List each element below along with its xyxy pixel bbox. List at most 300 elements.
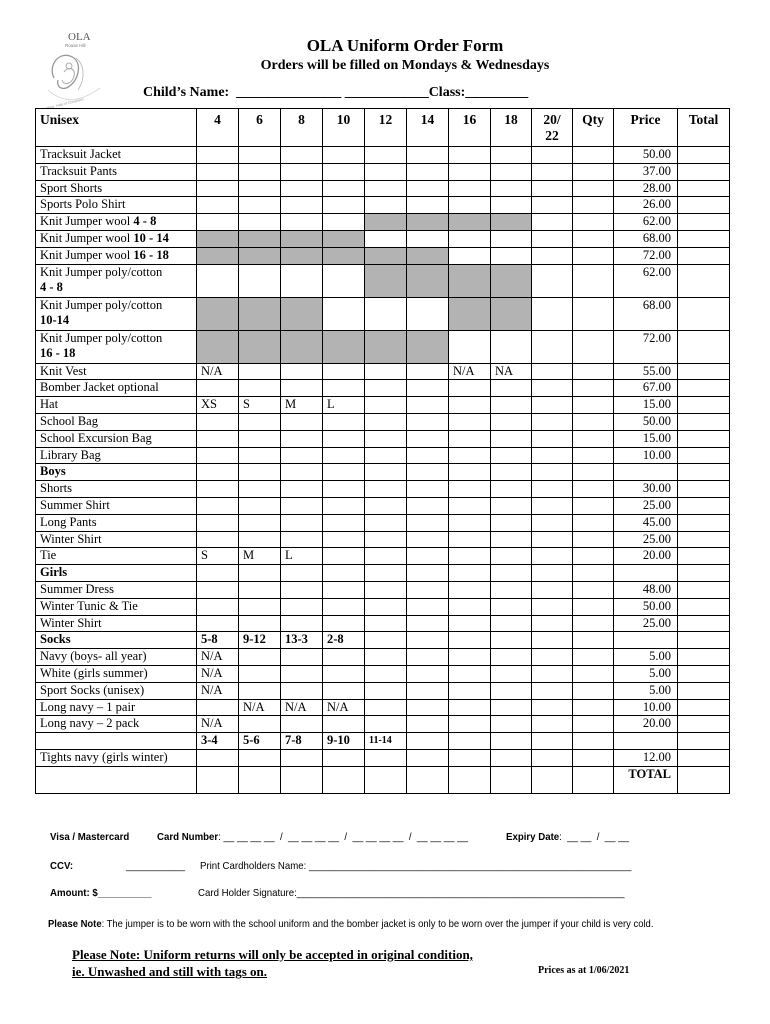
- size-cell[interactable]: [197, 147, 239, 164]
- size-cell[interactable]: [365, 514, 407, 531]
- size-cell[interactable]: [407, 682, 449, 699]
- size-cell[interactable]: [532, 214, 573, 231]
- size-cell[interactable]: [407, 598, 449, 615]
- size-cell[interactable]: [532, 247, 573, 264]
- qty-cell[interactable]: [573, 615, 614, 632]
- size-cell[interactable]: [281, 481, 323, 498]
- size-cell[interactable]: [407, 430, 449, 447]
- size-cell[interactable]: [239, 413, 281, 430]
- qty-cell[interactable]: [573, 581, 614, 598]
- size-cell[interactable]: [239, 565, 281, 582]
- size-cell[interactable]: [281, 230, 323, 247]
- size-cell[interactable]: [281, 497, 323, 514]
- child-name-class-line[interactable]: Child’s Name: _______________ ____________Class:_________: [143, 85, 529, 100]
- size-cell[interactable]: [197, 180, 239, 197]
- size-cell[interactable]: [239, 230, 281, 247]
- size-cell[interactable]: [281, 682, 323, 699]
- size-cell[interactable]: [407, 733, 449, 750]
- size-cell[interactable]: N/A: [449, 363, 491, 380]
- total-cell[interactable]: [678, 649, 730, 666]
- total-cell[interactable]: [678, 380, 730, 397]
- size-cell[interactable]: L: [281, 548, 323, 565]
- size-cell[interactable]: [281, 264, 323, 297]
- size-cell[interactable]: 5-8: [197, 632, 239, 649]
- qty-cell[interactable]: [573, 430, 614, 447]
- size-cell[interactable]: [323, 363, 365, 380]
- size-cell[interactable]: [532, 497, 573, 514]
- size-cell[interactable]: [197, 247, 239, 264]
- size-cell[interactable]: [239, 163, 281, 180]
- size-cell[interactable]: [239, 247, 281, 264]
- qty-cell[interactable]: [573, 230, 614, 247]
- size-cell[interactable]: [491, 581, 532, 598]
- size-cell[interactable]: [323, 413, 365, 430]
- size-cell[interactable]: [323, 649, 365, 666]
- qty-cell[interactable]: [573, 380, 614, 397]
- size-cell[interactable]: [449, 565, 491, 582]
- size-cell[interactable]: [449, 548, 491, 565]
- size-cell[interactable]: [407, 447, 449, 464]
- qty-cell[interactable]: [573, 531, 614, 548]
- total-cell[interactable]: [678, 531, 730, 548]
- size-cell[interactable]: [407, 197, 449, 214]
- size-cell[interactable]: [365, 481, 407, 498]
- size-cell[interactable]: [407, 230, 449, 247]
- size-cell[interactable]: [281, 531, 323, 548]
- size-cell[interactable]: [365, 682, 407, 699]
- expiry-date-field[interactable]: Expiry Date: __ __ / __ __: [506, 831, 629, 843]
- size-cell[interactable]: [532, 699, 573, 716]
- qty-cell[interactable]: [573, 481, 614, 498]
- cardholder-signature-field[interactable]: Card Holder Signature:_____________________________________________________________: [198, 887, 625, 899]
- size-cell[interactable]: [239, 598, 281, 615]
- size-cell[interactable]: [532, 163, 573, 180]
- total-cell[interactable]: [678, 147, 730, 164]
- size-cell[interactable]: [365, 716, 407, 733]
- size-cell[interactable]: [239, 481, 281, 498]
- size-cell[interactable]: [281, 447, 323, 464]
- total-cell[interactable]: [678, 180, 730, 197]
- size-cell[interactable]: [323, 481, 365, 498]
- size-cell[interactable]: [491, 565, 532, 582]
- qty-cell[interactable]: [573, 682, 614, 699]
- size-cell[interactable]: [449, 264, 491, 297]
- size-cell[interactable]: N/A: [197, 716, 239, 733]
- size-cell[interactable]: [449, 665, 491, 682]
- size-cell[interactable]: [281, 163, 323, 180]
- cardholder-name-field[interactable]: Print Cardholders Name: ____________________________________________________________: [200, 860, 632, 872]
- qty-cell[interactable]: [573, 197, 614, 214]
- size-cell[interactable]: [323, 581, 365, 598]
- size-cell[interactable]: [491, 649, 532, 666]
- qty-cell[interactable]: [573, 397, 614, 414]
- size-cell[interactable]: [323, 230, 365, 247]
- total-cell[interactable]: [678, 733, 730, 750]
- size-cell[interactable]: [407, 699, 449, 716]
- size-cell[interactable]: 5-6: [239, 733, 281, 750]
- size-cell[interactable]: [365, 214, 407, 231]
- size-cell[interactable]: [281, 180, 323, 197]
- size-cell[interactable]: [532, 733, 573, 750]
- size-cell[interactable]: [365, 380, 407, 397]
- size-cell[interactable]: [323, 615, 365, 632]
- qty-cell[interactable]: [573, 649, 614, 666]
- size-cell[interactable]: [239, 615, 281, 632]
- size-cell[interactable]: [532, 716, 573, 733]
- total-cell[interactable]: [678, 581, 730, 598]
- grand-total-cell[interactable]: [678, 766, 730, 793]
- size-cell[interactable]: [365, 363, 407, 380]
- size-cell[interactable]: [365, 264, 407, 297]
- qty-cell[interactable]: [573, 749, 614, 766]
- size-cell[interactable]: [407, 264, 449, 297]
- size-cell[interactable]: [491, 531, 532, 548]
- size-cell[interactable]: [491, 464, 532, 481]
- size-cell[interactable]: 2-8: [323, 632, 365, 649]
- qty-cell[interactable]: [573, 497, 614, 514]
- size-cell[interactable]: [532, 682, 573, 699]
- ccv-field[interactable]: ___________: [126, 860, 186, 872]
- size-cell[interactable]: [365, 247, 407, 264]
- size-cell[interactable]: [532, 615, 573, 632]
- total-cell[interactable]: [678, 430, 730, 447]
- size-cell[interactable]: [281, 330, 323, 363]
- size-cell[interactable]: [532, 330, 573, 363]
- size-cell[interactable]: [532, 649, 573, 666]
- total-cell[interactable]: [678, 230, 730, 247]
- size-cell[interactable]: [323, 297, 365, 330]
- size-cell[interactable]: [532, 264, 573, 297]
- total-cell[interactable]: [678, 598, 730, 615]
- qty-cell[interactable]: [573, 514, 614, 531]
- size-cell[interactable]: [197, 380, 239, 397]
- size-cell[interactable]: [197, 230, 239, 247]
- qty-cell[interactable]: [573, 147, 614, 164]
- size-cell[interactable]: [323, 247, 365, 264]
- size-cell[interactable]: M: [281, 397, 323, 414]
- total-cell[interactable]: [678, 682, 730, 699]
- size-cell[interactable]: [449, 632, 491, 649]
- size-cell[interactable]: [365, 531, 407, 548]
- size-cell[interactable]: [281, 565, 323, 582]
- size-cell[interactable]: [365, 413, 407, 430]
- size-cell[interactable]: [365, 163, 407, 180]
- size-cell[interactable]: [239, 749, 281, 766]
- size-cell[interactable]: [365, 749, 407, 766]
- size-cell[interactable]: [365, 447, 407, 464]
- qty-cell[interactable]: [573, 413, 614, 430]
- size-cell[interactable]: [407, 363, 449, 380]
- qty-cell[interactable]: [573, 214, 614, 231]
- size-cell[interactable]: [532, 413, 573, 430]
- size-cell[interactable]: [281, 363, 323, 380]
- size-cell[interactable]: [323, 214, 365, 231]
- size-cell[interactable]: [449, 163, 491, 180]
- size-cell[interactable]: [239, 380, 281, 397]
- size-cell[interactable]: [239, 180, 281, 197]
- total-cell[interactable]: [678, 197, 730, 214]
- size-cell[interactable]: [239, 214, 281, 231]
- size-cell[interactable]: [491, 214, 532, 231]
- size-cell[interactable]: [532, 598, 573, 615]
- size-cell[interactable]: [491, 230, 532, 247]
- size-cell[interactable]: [407, 397, 449, 414]
- size-cell[interactable]: [323, 147, 365, 164]
- size-cell[interactable]: [239, 447, 281, 464]
- size-cell[interactable]: [532, 147, 573, 164]
- size-cell[interactable]: [491, 447, 532, 464]
- size-cell[interactable]: [365, 180, 407, 197]
- size-cell[interactable]: [365, 699, 407, 716]
- size-cell[interactable]: [449, 464, 491, 481]
- qty-cell[interactable]: [573, 632, 614, 649]
- size-cell[interactable]: [491, 733, 532, 750]
- size-cell[interactable]: [281, 147, 323, 164]
- total-cell[interactable]: [678, 330, 730, 363]
- size-cell[interactable]: [239, 197, 281, 214]
- size-cell[interactable]: [407, 615, 449, 632]
- size-cell[interactable]: S: [239, 397, 281, 414]
- qty-cell[interactable]: [573, 548, 614, 565]
- size-cell[interactable]: [407, 548, 449, 565]
- size-cell[interactable]: [323, 716, 365, 733]
- size-cell[interactable]: [491, 716, 532, 733]
- size-cell[interactable]: [239, 514, 281, 531]
- size-cell[interactable]: [491, 180, 532, 197]
- qty-cell[interactable]: [573, 716, 614, 733]
- size-cell[interactable]: [449, 514, 491, 531]
- size-cell[interactable]: [323, 380, 365, 397]
- size-cell[interactable]: [281, 297, 323, 330]
- size-cell[interactable]: [449, 749, 491, 766]
- size-cell[interactable]: [239, 497, 281, 514]
- size-cell[interactable]: [449, 682, 491, 699]
- size-cell[interactable]: [407, 481, 449, 498]
- size-cell[interactable]: [407, 380, 449, 397]
- size-cell[interactable]: [407, 581, 449, 598]
- total-cell[interactable]: [678, 413, 730, 430]
- size-cell[interactable]: [449, 497, 491, 514]
- size-cell[interactable]: [365, 598, 407, 615]
- size-cell[interactable]: [449, 397, 491, 414]
- size-cell[interactable]: M: [239, 548, 281, 565]
- qty-cell[interactable]: [573, 180, 614, 197]
- size-cell[interactable]: [449, 247, 491, 264]
- size-cell[interactable]: [407, 531, 449, 548]
- size-cell[interactable]: [491, 264, 532, 297]
- total-cell[interactable]: [678, 363, 730, 380]
- size-cell[interactable]: [281, 247, 323, 264]
- size-cell[interactable]: [491, 665, 532, 682]
- total-cell[interactable]: [678, 481, 730, 498]
- size-cell[interactable]: N/A: [239, 699, 281, 716]
- size-cell[interactable]: [449, 481, 491, 498]
- size-cell[interactable]: [407, 163, 449, 180]
- size-cell[interactable]: [532, 180, 573, 197]
- size-cell[interactable]: [197, 699, 239, 716]
- size-cell[interactable]: [491, 497, 532, 514]
- size-cell[interactable]: [449, 733, 491, 750]
- size-cell[interactable]: [449, 380, 491, 397]
- total-cell[interactable]: [678, 247, 730, 264]
- size-cell[interactable]: N/A: [197, 682, 239, 699]
- size-cell[interactable]: [323, 497, 365, 514]
- size-cell[interactable]: [407, 514, 449, 531]
- size-cell[interactable]: [449, 716, 491, 733]
- qty-cell[interactable]: [573, 163, 614, 180]
- size-cell[interactable]: [197, 163, 239, 180]
- size-cell[interactable]: [407, 147, 449, 164]
- total-cell[interactable]: [678, 497, 730, 514]
- total-cell[interactable]: [678, 514, 730, 531]
- size-cell[interactable]: [532, 464, 573, 481]
- size-cell[interactable]: [491, 632, 532, 649]
- size-cell[interactable]: [197, 481, 239, 498]
- size-cell[interactable]: [449, 147, 491, 164]
- size-cell[interactable]: [365, 464, 407, 481]
- size-cell[interactable]: [491, 430, 532, 447]
- size-cell[interactable]: [197, 430, 239, 447]
- size-cell[interactable]: [491, 380, 532, 397]
- qty-cell[interactable]: [573, 598, 614, 615]
- size-cell[interactable]: [197, 264, 239, 297]
- size-cell[interactable]: [491, 330, 532, 363]
- size-cell[interactable]: S: [197, 548, 239, 565]
- size-cell[interactable]: [491, 749, 532, 766]
- size-cell[interactable]: [323, 598, 365, 615]
- size-cell[interactable]: [532, 397, 573, 414]
- size-cell[interactable]: [197, 581, 239, 598]
- size-cell[interactable]: [407, 497, 449, 514]
- size-cell[interactable]: [491, 147, 532, 164]
- size-cell[interactable]: N/A: [197, 665, 239, 682]
- size-cell[interactable]: [532, 430, 573, 447]
- size-cell[interactable]: [239, 430, 281, 447]
- size-cell[interactable]: [323, 665, 365, 682]
- total-cell[interactable]: [678, 699, 730, 716]
- size-cell[interactable]: [197, 413, 239, 430]
- size-cell[interactable]: [449, 197, 491, 214]
- size-cell[interactable]: [197, 749, 239, 766]
- size-cell[interactable]: 7-8: [281, 733, 323, 750]
- size-cell[interactable]: [323, 163, 365, 180]
- qty-cell[interactable]: [573, 247, 614, 264]
- size-cell[interactable]: [323, 682, 365, 699]
- amount-field[interactable]: Amount: $__________: [50, 887, 152, 899]
- size-cell[interactable]: [365, 397, 407, 414]
- size-cell[interactable]: [532, 481, 573, 498]
- size-cell[interactable]: [323, 531, 365, 548]
- size-cell[interactable]: [532, 447, 573, 464]
- total-cell[interactable]: [678, 447, 730, 464]
- size-cell[interactable]: [491, 682, 532, 699]
- size-cell[interactable]: [532, 581, 573, 598]
- size-cell[interactable]: [407, 665, 449, 682]
- size-cell[interactable]: N/A: [197, 649, 239, 666]
- qty-cell[interactable]: [573, 464, 614, 481]
- qty-cell[interactable]: [573, 733, 614, 750]
- size-cell[interactable]: [365, 615, 407, 632]
- total-cell[interactable]: [678, 632, 730, 649]
- size-cell[interactable]: N/A: [323, 699, 365, 716]
- size-cell[interactable]: [491, 615, 532, 632]
- size-cell[interactable]: [532, 380, 573, 397]
- size-cell[interactable]: [407, 247, 449, 264]
- size-cell[interactable]: 9-12: [239, 632, 281, 649]
- size-cell[interactable]: [197, 447, 239, 464]
- size-cell[interactable]: [532, 665, 573, 682]
- total-cell[interactable]: [678, 565, 730, 582]
- size-cell[interactable]: [323, 749, 365, 766]
- total-cell[interactable]: [678, 749, 730, 766]
- size-cell[interactable]: 11-14: [365, 733, 407, 750]
- total-cell[interactable]: [678, 397, 730, 414]
- size-cell[interactable]: [323, 430, 365, 447]
- card-number-field[interactable]: Card Number: __ __ __ __ / __ __ __ __ / __ __ __ __ / __ __ __ __: [157, 831, 468, 843]
- size-cell[interactable]: [323, 548, 365, 565]
- size-cell[interactable]: [239, 581, 281, 598]
- size-cell[interactable]: [281, 464, 323, 481]
- size-cell[interactable]: [407, 632, 449, 649]
- size-cell[interactable]: [281, 581, 323, 598]
- size-cell[interactable]: [197, 531, 239, 548]
- size-cell[interactable]: [449, 330, 491, 363]
- size-cell[interactable]: [407, 297, 449, 330]
- size-cell[interactable]: [407, 464, 449, 481]
- size-cell[interactable]: [407, 716, 449, 733]
- size-cell[interactable]: NA: [491, 363, 532, 380]
- qty-cell[interactable]: [573, 330, 614, 363]
- size-cell[interactable]: [449, 297, 491, 330]
- size-cell[interactable]: [365, 430, 407, 447]
- size-cell[interactable]: [532, 297, 573, 330]
- size-cell[interactable]: [532, 749, 573, 766]
- size-cell[interactable]: [532, 565, 573, 582]
- size-cell[interactable]: [407, 180, 449, 197]
- size-cell[interactable]: [491, 163, 532, 180]
- size-cell[interactable]: [323, 330, 365, 363]
- size-cell[interactable]: [239, 464, 281, 481]
- size-cell[interactable]: [491, 548, 532, 565]
- size-cell[interactable]: [491, 514, 532, 531]
- size-cell[interactable]: [323, 180, 365, 197]
- size-cell[interactable]: [407, 749, 449, 766]
- size-cell[interactable]: [532, 531, 573, 548]
- size-cell[interactable]: [281, 598, 323, 615]
- qty-cell[interactable]: [573, 565, 614, 582]
- total-cell[interactable]: [678, 716, 730, 733]
- size-cell[interactable]: [491, 247, 532, 264]
- size-cell[interactable]: [281, 615, 323, 632]
- size-cell[interactable]: [491, 413, 532, 430]
- size-cell[interactable]: N/A: [281, 699, 323, 716]
- size-cell[interactable]: [491, 397, 532, 414]
- size-cell[interactable]: [197, 297, 239, 330]
- size-cell[interactable]: [449, 214, 491, 231]
- size-cell[interactable]: [491, 197, 532, 214]
- size-cell[interactable]: [239, 363, 281, 380]
- size-cell[interactable]: [281, 430, 323, 447]
- size-cell[interactable]: [281, 665, 323, 682]
- size-cell[interactable]: [365, 548, 407, 565]
- size-cell[interactable]: [532, 632, 573, 649]
- size-cell[interactable]: [281, 413, 323, 430]
- qty-cell[interactable]: [573, 447, 614, 464]
- size-cell[interactable]: [281, 197, 323, 214]
- size-cell[interactable]: [197, 197, 239, 214]
- size-cell[interactable]: [532, 363, 573, 380]
- size-cell[interactable]: [365, 665, 407, 682]
